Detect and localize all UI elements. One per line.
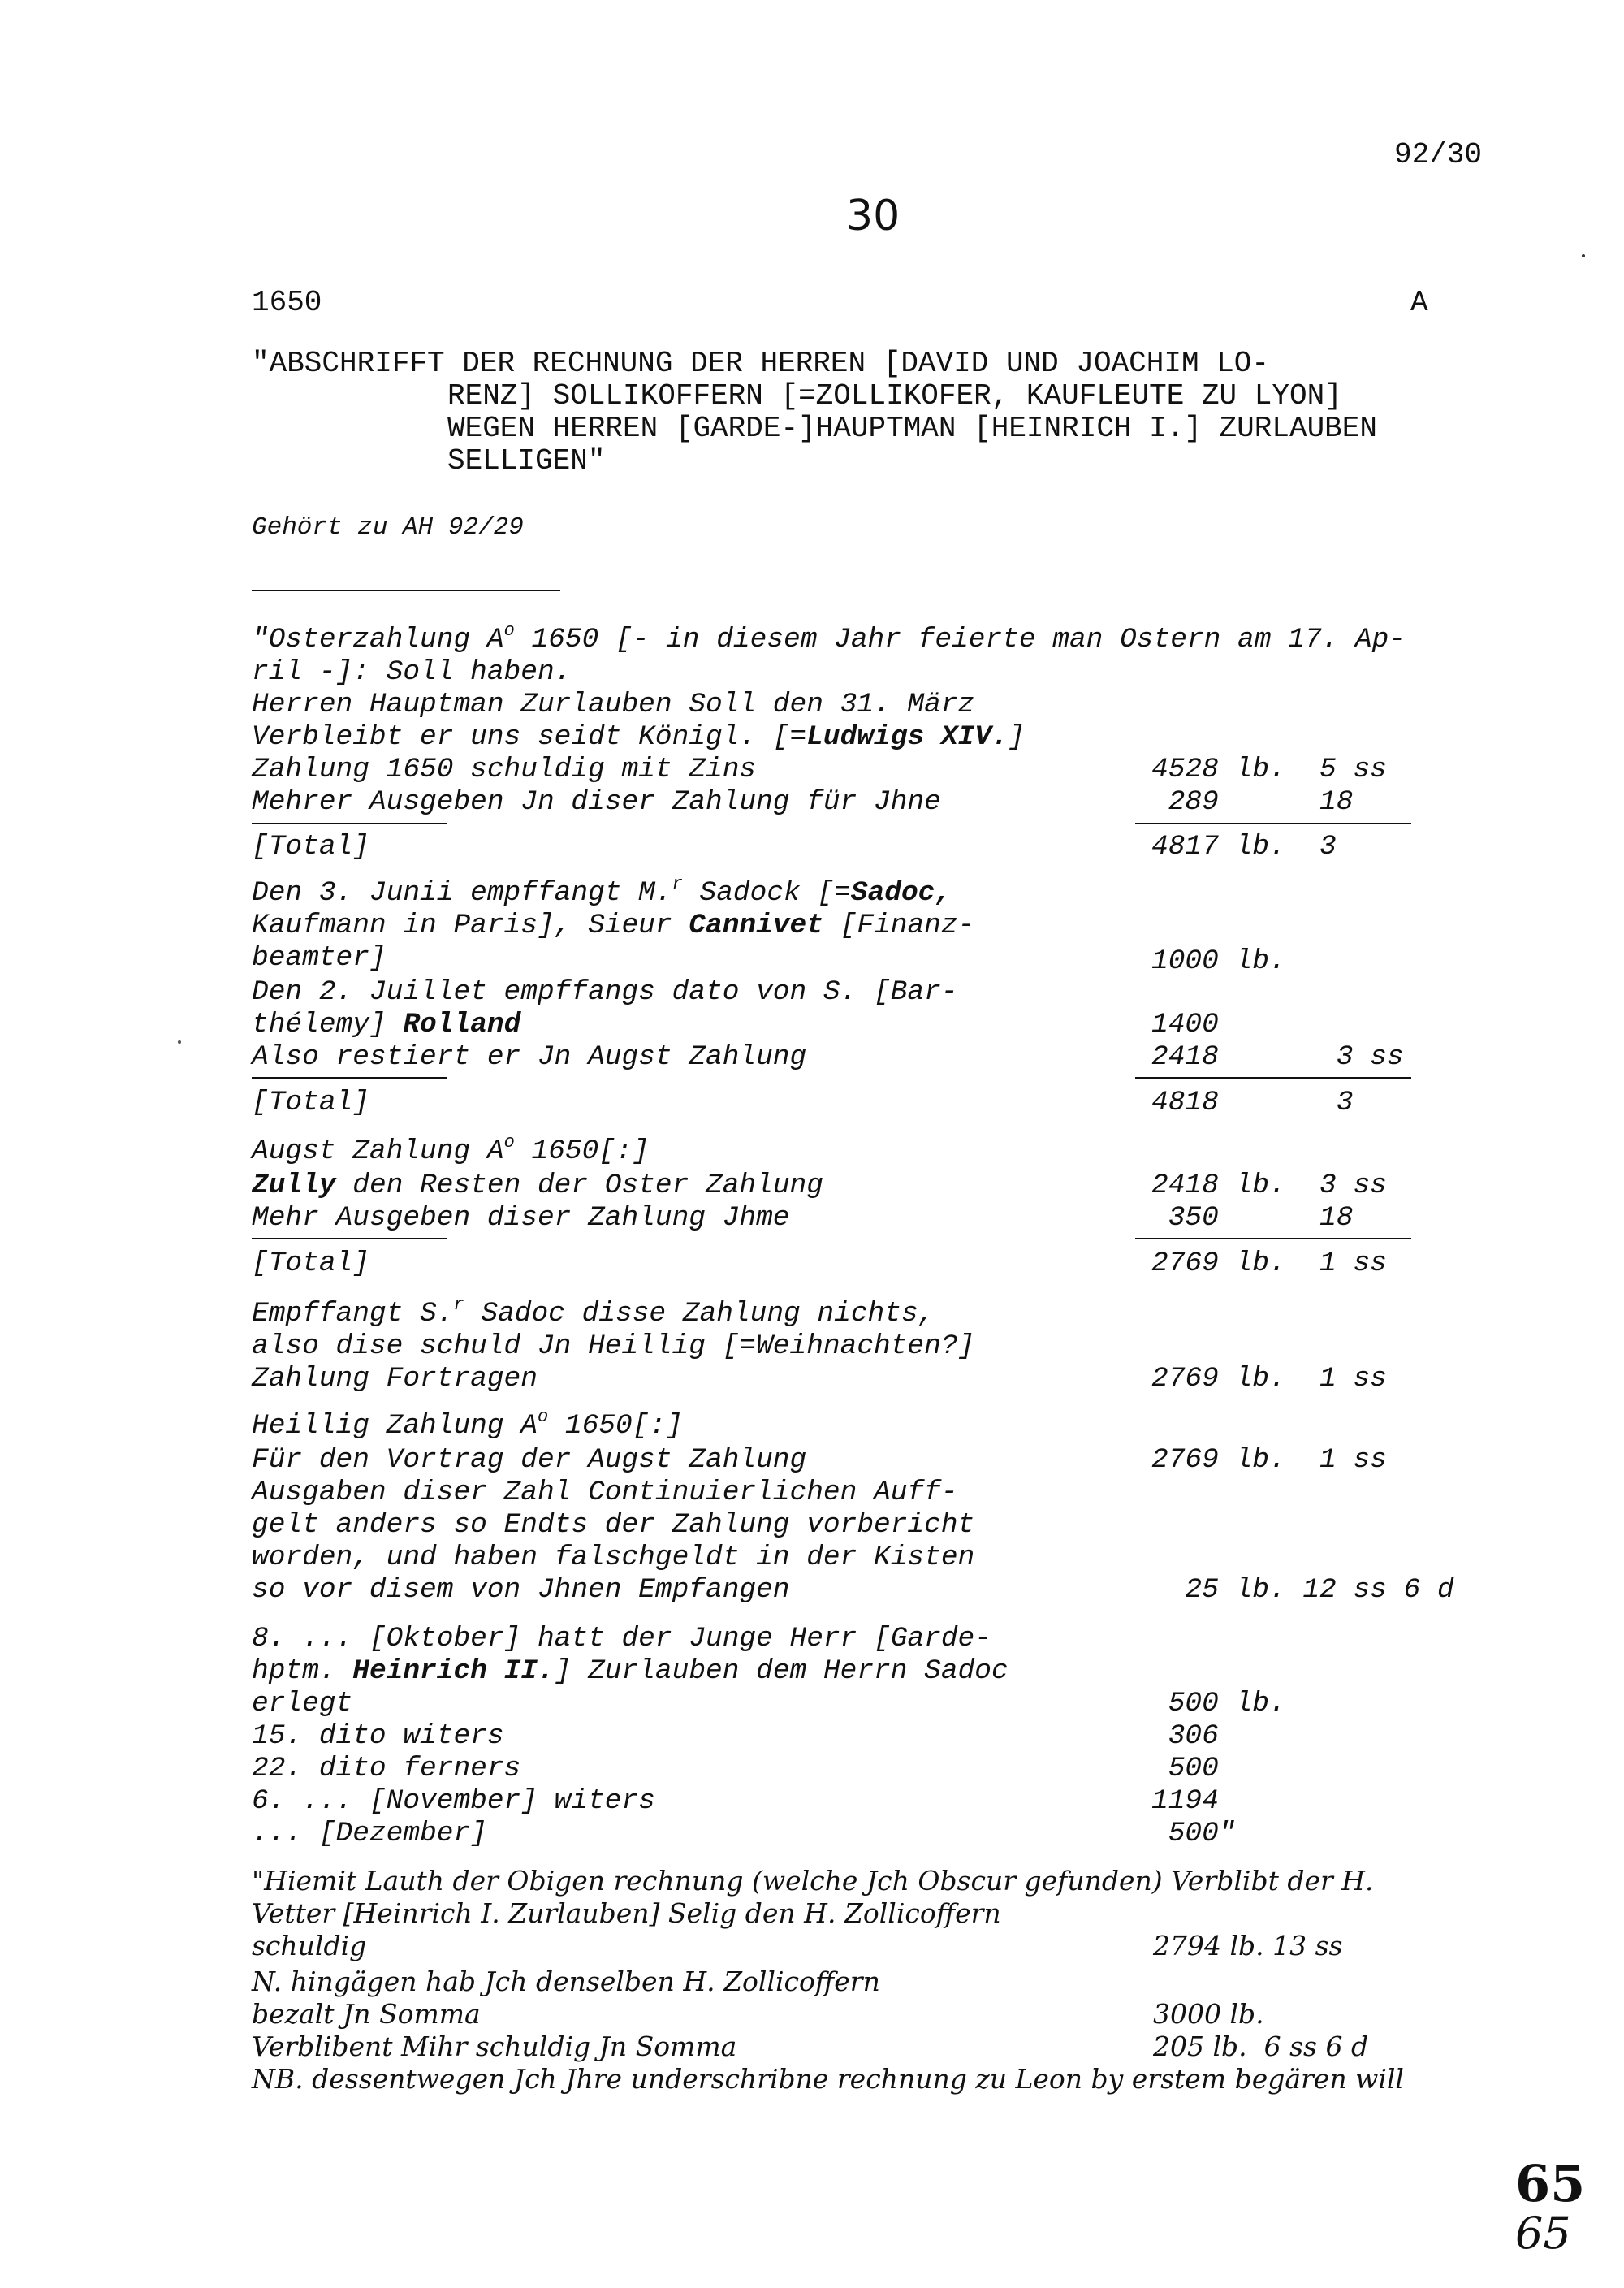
text-line: 15. dito witers [252,1720,504,1752]
closing-line: "Hiemit Lauth der Obigen rechnung (welche Jch Obscur gefunden) Verblibt der H. [252,1865,1374,1897]
year: 1650 [252,286,322,319]
text-line: Den 3. Junii empffangt M.$^r$ Sadock [=Sadoc, [252,874,952,909]
total-rule [1135,1077,1411,1079]
total-amount: 4817 lb. 3 [1151,831,1337,863]
section-letter: A [1410,286,1428,319]
text-line: Verbleibt er uns seidt Königl. [=Ludwigs XIV.] [252,721,1026,753]
total-label: [Total] [252,831,369,863]
amount: 4528 lb. 5 ss [1151,754,1387,785]
text-line: gelt anders so Endts der Zahlung vorbericht [252,1509,975,1541]
total-rule [252,1077,447,1079]
amount: 2418 3 ss [1151,1041,1404,1073]
text-line: 22. dito ferners [252,1753,521,1784]
text-line: Augst Zahlung $A^o$ 1650[:] [252,1132,650,1167]
text-line: ... [Dezember] [252,1818,487,1849]
amount: 25 lb. 12 ss 6 d [1151,1574,1454,1606]
text-line: Empffangt S.$^r$ Sadoc disse Zahlung nichts, [252,1295,935,1330]
scan-speck [1582,254,1585,257]
total-rule [1135,823,1411,824]
text-line: Also restiert er Jn Augst Zahlung [252,1041,807,1073]
closing-line: schuldig [252,1930,367,1961]
page-number: 30 [846,192,901,240]
text-line: Kaufmann in Paris], Sieur Cannivet [Finanz- [252,910,975,941]
amount: 1000 lb. [1151,945,1286,977]
text-line: 8. ... [Oktober] hatt der Junge Herr [Garde- [252,1623,991,1654]
document-title-line-2: RENZ] SOLLIKOFFERN [=ZOLLIKOFER, KAUFLEUTE ZU LYON] [447,379,1342,413]
amount: 1400 [1151,1009,1219,1040]
text-line: Mehr Ausgeben diser Zahlung Jhme [252,1202,790,1234]
total-amount: 4818 3 [1151,1087,1354,1118]
total-label: [Total] [252,1087,369,1118]
archive-reference: 92/30 [1394,138,1483,171]
text-line: beamter] [252,942,387,974]
handwritten-page-number: 65 [1515,2208,1571,2259]
amount: 2769 lb. 1 ss [1151,1444,1387,1476]
separator-rule [252,590,560,591]
closing-amount: 205 lb. 6 ss 6 d [1153,2031,1369,2062]
closing-line: Vetter [Heinrich I. Zurlauben] Selig den H. Zollicoffern [252,1897,1001,1929]
text-line: 6. ... [November] witers [252,1785,655,1817]
text-line: Herren Hauptman Zurlauben Soll den 31. März [252,689,975,720]
closing-amount: 3000 lb. [1153,1998,1264,2030]
amount: 350 18 [1151,1202,1354,1234]
amount: 2769 lb. 1 ss [1151,1363,1387,1395]
closing-amount: 2794 lb. 13 ss [1153,1930,1343,1961]
text-line: Den 2. Juillet empffangs dato von S. [Bar- [252,976,958,1008]
handwritten-page-number: 65 [1515,2154,1586,2213]
amount: 1194 [1151,1785,1219,1817]
document-title-line-3: WEGEN HERREN [GARDE-]HAUPTMAN [HEINRICH I.] ZURLAUBEN [447,412,1377,445]
amount: 500" [1151,1818,1236,1849]
document-title-line-1: "ABSCHRIFFT DER RECHNUNG DER HERREN [DAVID UND JOACHIM LO- [252,347,1270,380]
belongs-to-note: Gehört zu AH 92/29 [252,513,524,542]
total-amount: 2769 lb. 1 ss [1151,1248,1387,1279]
closing-line: bezalt Jn Somma [252,1998,481,2030]
amount: 289 18 [1151,786,1354,818]
text-line: ril -]: Soll haben. [252,656,572,688]
text-line: so vor disem von Jhnen Empfangen [252,1574,790,1606]
closing-line: Verblibent Mihr schuldig Jn Somma [252,2031,737,2062]
total-rule [252,823,447,824]
scan-speck [178,1040,181,1044]
text-line: Mehrer Ausgeben Jn diser Zahlung für Jhne [252,786,941,818]
text-line: Zahlung 1650 schuldig mit Zins [252,754,757,785]
closing-line: N. hingägen hab Jch denselben H. Zollicoffern [252,1966,880,1997]
text-line: also dise schuld Jn Heillig [=Weihnachten?] [252,1330,975,1362]
text-line: "Osterzahlung $A^o$ 1650 [- in diesem Jahr feierte man Ostern am 17. Ap- [252,621,1406,655]
closing-line: NB. dessentwegen Jch Jhre underschribne rechnung zu Leon by erstem begären will [252,2063,1404,2095]
text-line: worden, und haben falschgeldt in der Kisten [252,1542,975,1573]
text-line: erlegt [252,1688,353,1719]
total-label: [Total] [252,1248,369,1279]
text-line: Zully den Resten der Oster Zahlung [252,1170,823,1201]
text-line: Ausgaben diser Zahl Continuierlichen Auff- [252,1477,958,1508]
text-line: thélemy] Rolland [252,1009,521,1040]
amount: 500 lb. [1151,1688,1286,1719]
text-line: Heillig Zahlung $A^o$ 1650[:] [252,1407,683,1442]
text-line: Zahlung Fortragen [252,1363,538,1395]
total-rule [1135,1238,1411,1239]
amount: 306 [1151,1720,1219,1752]
total-rule [252,1238,447,1239]
amount: 500 [1151,1753,1219,1784]
document-title-line-4: SELLIGEN" [447,444,606,478]
text-line: Für den Vortrag der Augst Zahlung [252,1444,807,1476]
text-line: hptm. Heinrich II.] Zurlauben dem Herrn Sadoc [252,1655,1009,1687]
amount: 2418 lb. 3 ss [1151,1170,1387,1201]
